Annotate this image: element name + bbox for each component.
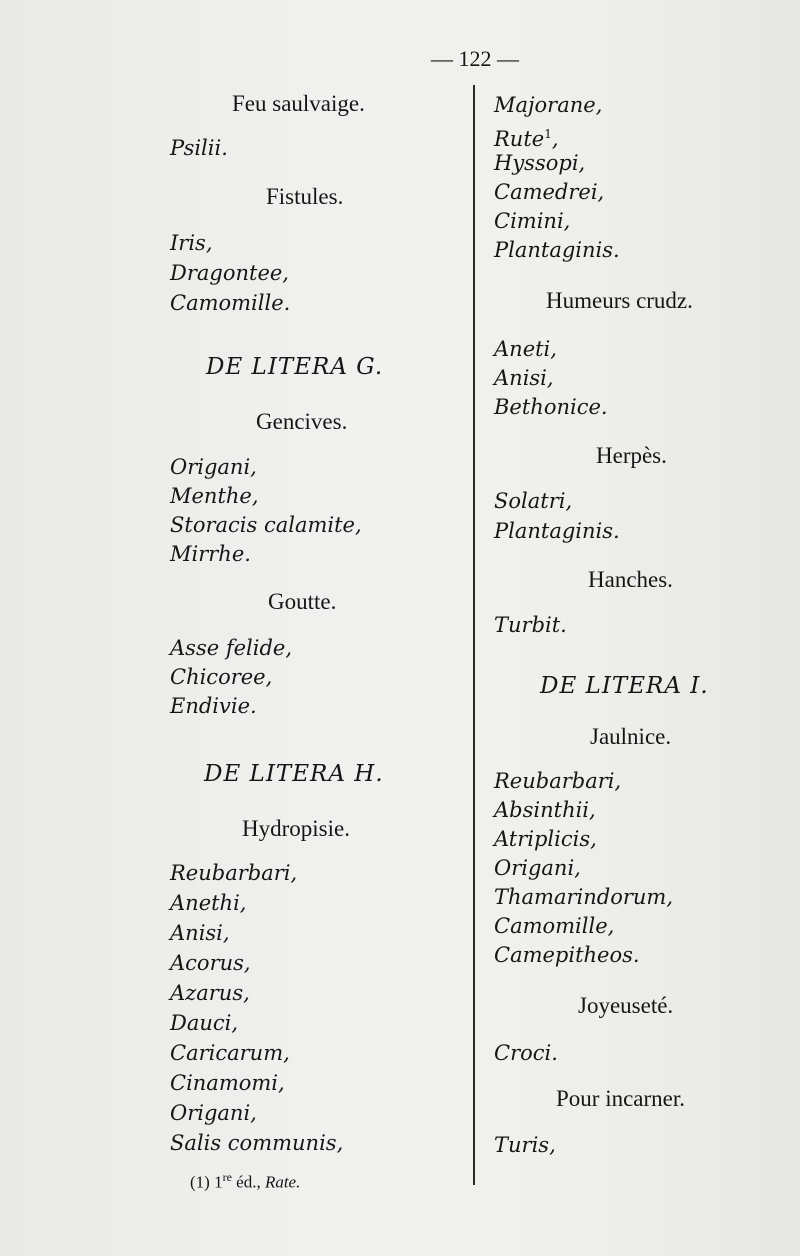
list-item: Aneti,: [494, 337, 557, 361]
list-item: Menthe,: [170, 484, 259, 508]
list-item: Storacis calamite,: [170, 513, 362, 537]
list-item: Majorane,: [494, 93, 603, 117]
list-item: Asse felide,: [170, 636, 293, 660]
list-item: Dauci,: [170, 1011, 239, 1035]
list-item: Reubarbari,: [494, 769, 622, 793]
list-item: Origani,: [170, 455, 257, 479]
footnote-marker: 1: [544, 127, 552, 141]
footnote-middle: éd.,: [231, 1172, 265, 1192]
list-item: Azarus,: [170, 981, 250, 1005]
list-item: Plantaginis.: [494, 519, 620, 543]
heading-gencives: Gencives.: [256, 409, 348, 434]
section-title-g: DE LITERA G.: [206, 354, 384, 380]
list-item: Camomille,: [494, 914, 615, 938]
column-divider: [473, 85, 475, 1185]
list-item: Absinthii,: [494, 798, 596, 822]
list-item: Origani,: [494, 856, 581, 880]
heading-hanches: Hanches.: [588, 567, 673, 592]
section-title-h: DE LITERA H.: [204, 761, 384, 787]
list-item: Dragontee,: [170, 261, 289, 285]
list-item: Iris,: [170, 231, 213, 255]
list-item: Thamarindorum,: [494, 885, 674, 909]
list-item: Anethi,: [170, 891, 247, 915]
list-item: Cinamomi,: [170, 1071, 285, 1095]
list-item: Turis,: [494, 1133, 556, 1157]
page-number: — 122 —: [431, 46, 519, 71]
list-item: Caricarum,: [170, 1041, 290, 1065]
list-item: Camedrei,: [494, 180, 605, 204]
list-item: Salis communis,: [170, 1131, 344, 1155]
heading-joyeusete: Joyeuseté.: [578, 993, 674, 1018]
list-item: Croci.: [494, 1041, 558, 1065]
list-item: Psilii.: [170, 136, 228, 160]
list-item: Camepitheos.: [494, 943, 640, 967]
list-item: Turbit.: [494, 613, 567, 637]
list-item-punct: ,: [551, 127, 559, 151]
list-item: Solatri,: [494, 489, 573, 513]
section-title-i: DE LITERA I.: [540, 673, 709, 699]
heading-goutte: Goutte.: [268, 589, 337, 614]
list-item: Anisi,: [494, 366, 554, 390]
footnote: [190, 1170, 300, 1193]
list-item: Bethonice.: [494, 395, 608, 419]
list-item: Endivie.: [170, 694, 257, 718]
footnote-sup: re: [222, 1170, 232, 1184]
list-item-rute: [494, 119, 559, 149]
list-item: Acorus,: [170, 951, 251, 975]
heading-feu-saulvaige: Feu saulvaige.: [232, 91, 365, 116]
list-item: Reubarbari,: [170, 861, 298, 885]
heading-jaulnice: Jaulnice.: [590, 724, 672, 749]
heading-herpes: Herpès.: [596, 443, 667, 468]
heading-humeurs-crudz: Humeurs crudz.: [546, 288, 693, 313]
list-item: Anisi,: [170, 921, 230, 945]
footnote-prefix: (1) 1: [190, 1172, 223, 1192]
footnote-italic: Rate.: [264, 1172, 301, 1192]
heading-fistules: Fistules.: [266, 184, 344, 209]
list-item: Origani,: [170, 1101, 257, 1125]
list-item: Camomille.: [170, 291, 291, 315]
list-item-text: Rute: [494, 127, 545, 151]
heading-pour-incarner: Pour incarner.: [556, 1086, 686, 1111]
list-item: Plantaginis.: [494, 238, 620, 262]
list-item: Mirrhe.: [170, 542, 251, 566]
list-item: Cimini,: [494, 209, 571, 233]
list-item: Chicoree,: [170, 665, 273, 689]
list-item: Hyssopi,: [494, 151, 586, 175]
heading-hydropisie: Hydropisie.: [242, 816, 350, 841]
list-item: Atriplicis,: [494, 827, 597, 851]
